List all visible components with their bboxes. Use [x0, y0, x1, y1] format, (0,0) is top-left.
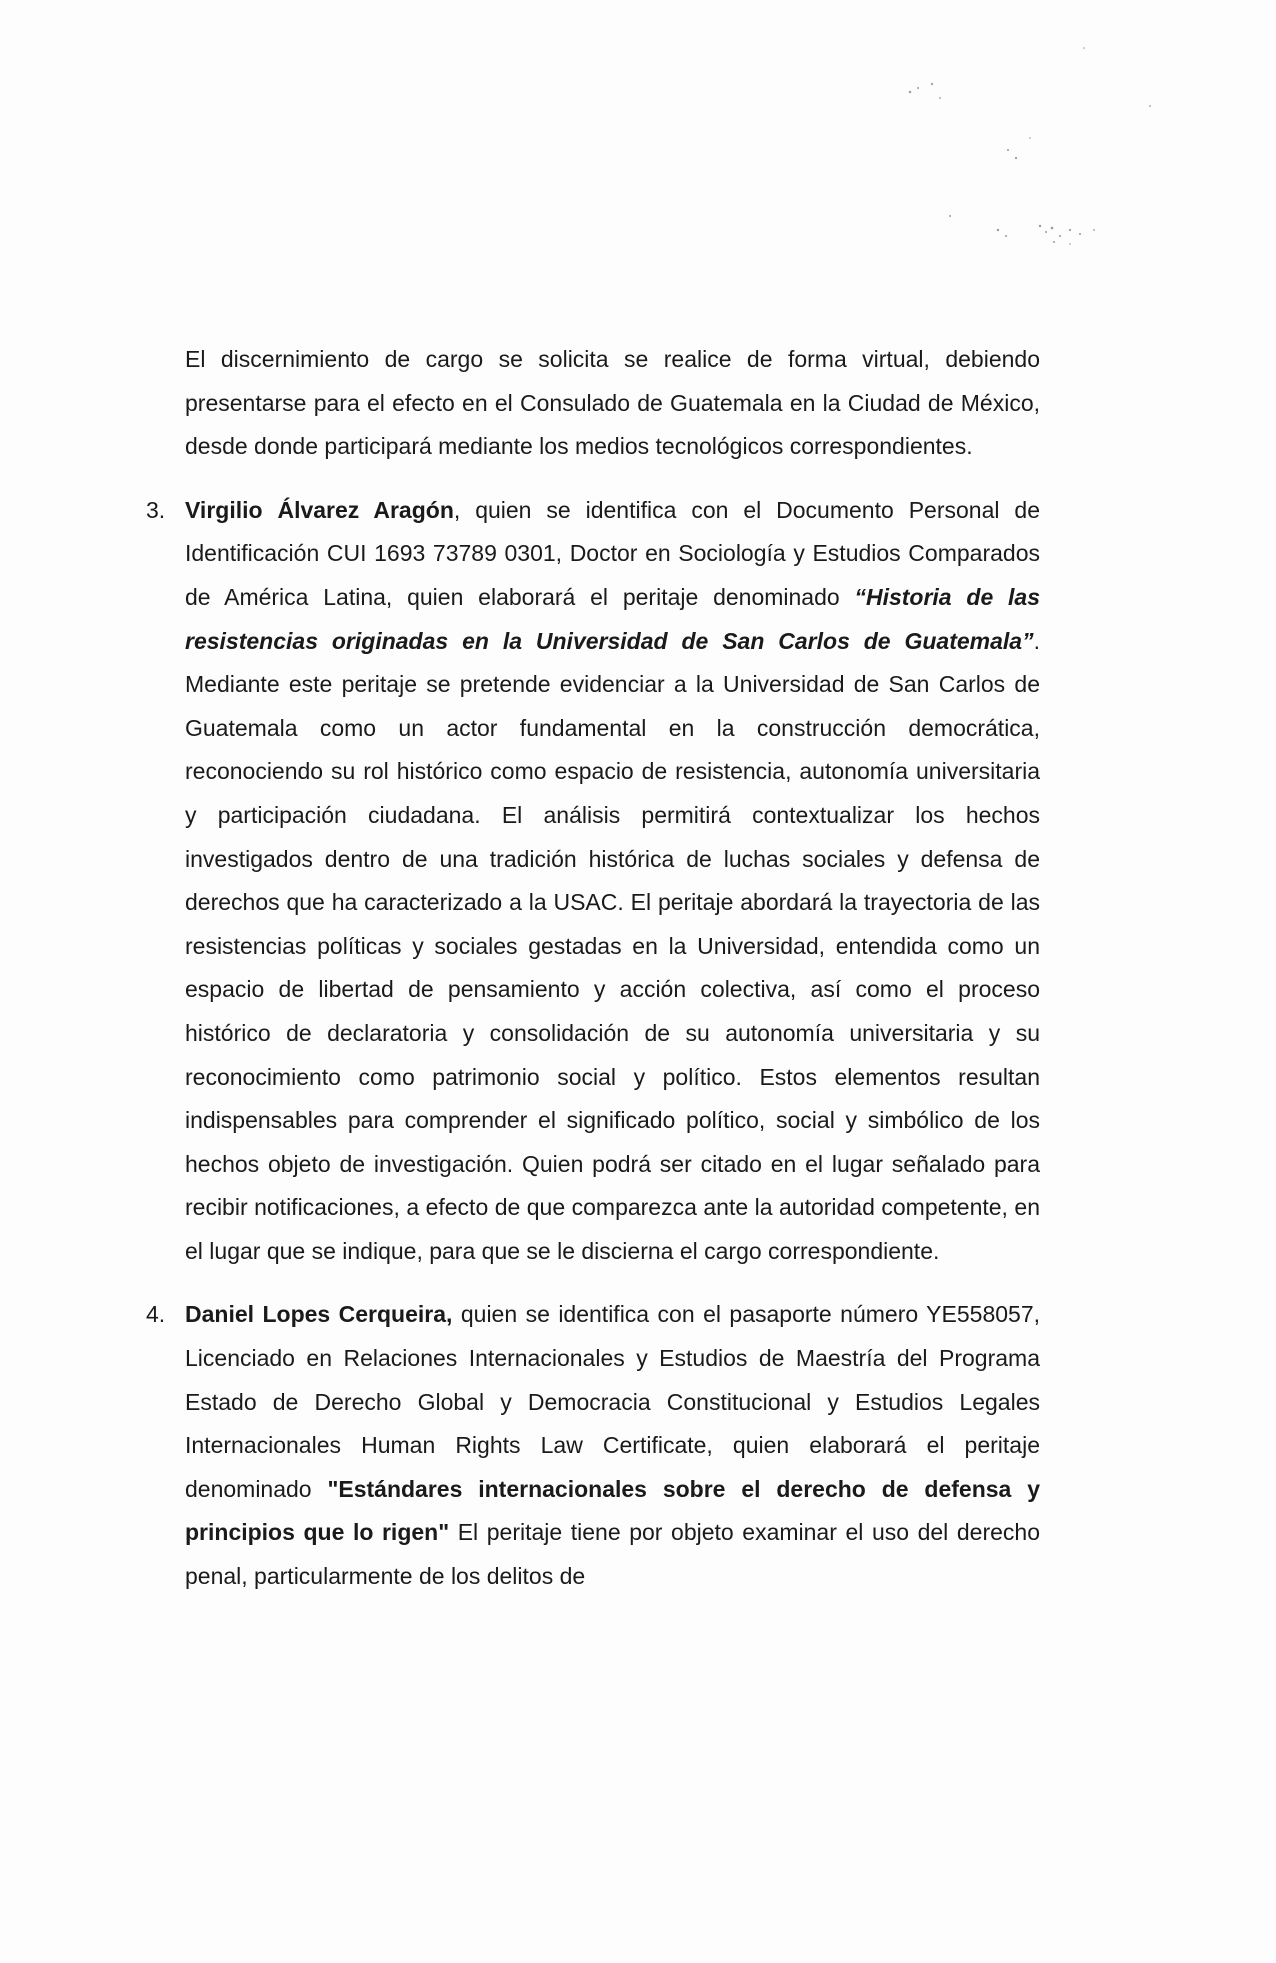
document-body [146, 338, 1041, 1599]
expert-name: Virgilio Álvarez Aragón [185, 496, 454, 523]
list-item-number: 4. [146, 1301, 166, 1328]
expert-description: quien se identifica con el pasaporte número YE558057, Licenciado en Relaciones Internacionales y Estudios de Maestría del Programa Estado de Derecho Global y Democracia Constitucional y Estudios Legales Internacionales Human Rights Law Certificate, quien elaborará el peritaje denominado [185, 1301, 1040, 1502]
expert-report-title: "Estándares internacionales sobre el derecho de defensa y principios que lo rigen" [185, 1475, 1040, 1546]
expert-name: Daniel Lopes Cerqueira, [185, 1301, 453, 1328]
list-item-number: 3. [146, 496, 166, 523]
expert-description: , quien se identifica con el Documento Personal de Identificación CUI 1693 73789 0301, Doctor en Sociología y Estudios Comparados de América Latina, quien elaborará el peritaje denominado [185, 496, 1040, 610]
expert-report-description: . Mediante este peritaje se pretende evidenciar a la Universidad de San Carlos de Guatemala como un actor fundamental en la construcción democrática, reconociendo su rol histórico como espacio de resistencia, autonomía universitaria y participación ciudadana. El análisis permitirá contextualizar los hechos investigados dentro de una tradición histórica de luchas sociales y defensa de derechos que ha caracterizado a la USAC. El peritaje abordará la trayectoria de las resistencias políticas y sociales gestadas en la Universidad, entendida como un espacio de libertad de pensamiento y acción colectiva, así como el proceso histórico de declaratoria y consolidación de su autonomía universitaria y su reconocimiento como patrimonio social y político. Estos elementos resultan indispensables para comprender el significado político, social y simbólico de los hechos objeto de investigación. Quien podrá ser citado en el lugar señalado para recibir notificaciones, a efecto de que comparezca ante la autoridad competente, en el lugar que se indique, para que se le discierna el cargo correspondiente. [185, 627, 1040, 1264]
list-item-3 [146, 489, 1041, 1274]
expert-report-title: “Historia de las resistencias originadas en la Universidad de San Carlos de Guatemala” [185, 583, 1041, 654]
scan-speckles [880, 40, 1180, 330]
expert-report-description: El peritaje tiene por objeto examinar el uso del derecho penal, particularmente de los delitos de [185, 1519, 1040, 1590]
intro-paragraph: El discernimiento de cargo se solicita se realice de forma virtual, debiendo presentarse para el efecto en el Consulado de Guatemala en la Ciudad de México, desde donde participará mediante los medios tecnológicos correspondientes. [185, 346, 1040, 460]
list-item-4 [146, 1293, 1040, 1598]
